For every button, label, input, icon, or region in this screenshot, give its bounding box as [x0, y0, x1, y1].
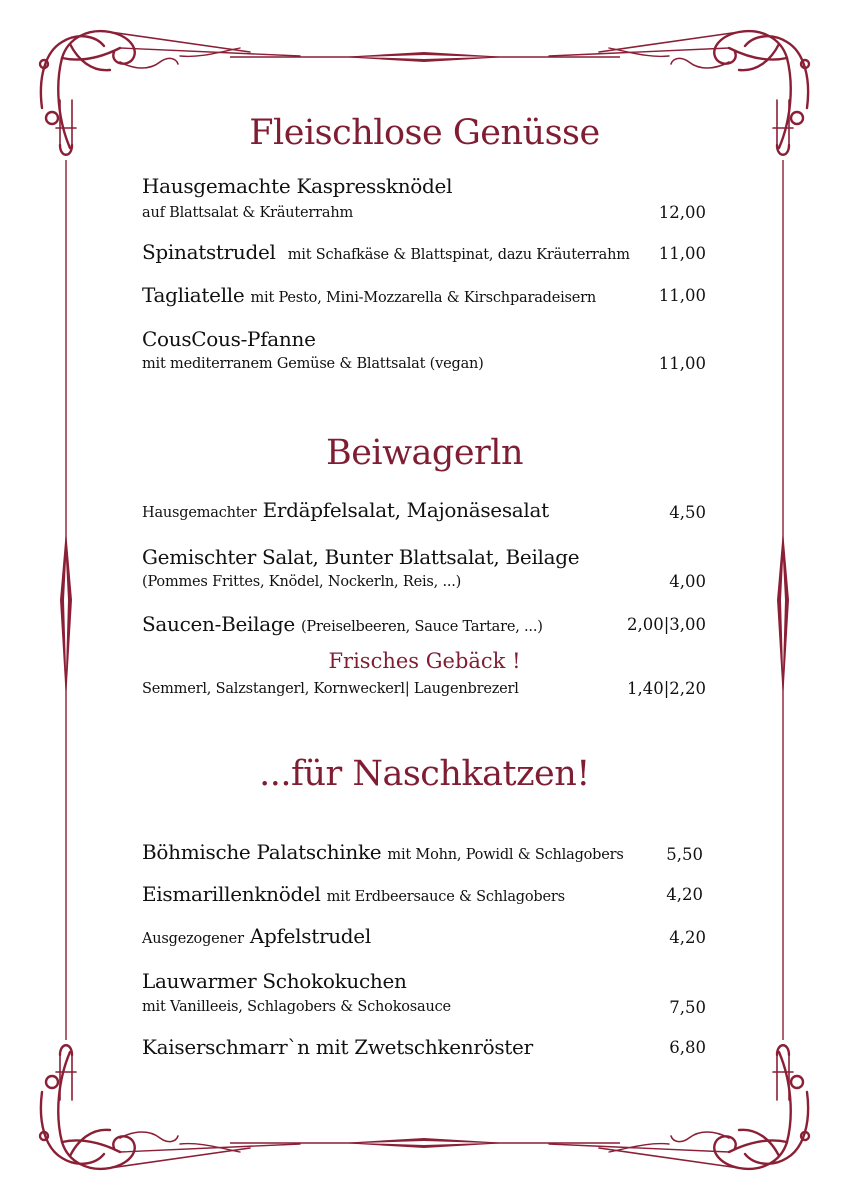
menu-item-description: mit mediterranem Gemüse & Blattsalat (vegan)	[142, 356, 484, 372]
menu-item-description: (Pommes Frittes, Knödel, Nockerln, Reis, ...)	[142, 574, 462, 590]
section-title-beiwagerln: Beiwagerln	[325, 433, 524, 473]
menu-item-price: 11,00	[658, 354, 706, 373]
menu-item	[142, 882, 565, 906]
menu-item-price: 6,80	[669, 1038, 706, 1057]
menu-item-description: mit Pesto, Mini-Mozzarella & Kirschparadeisern	[250, 290, 597, 306]
menu-item-price: 4,20	[666, 885, 703, 904]
menu-item-price: 11,00	[658, 244, 706, 263]
menu-item	[142, 498, 549, 522]
menu-item-description: (Preiselbeeren, Sauce Tartare, ...)	[300, 619, 543, 635]
menu-item-name: Saucen-Beilage	[142, 612, 295, 636]
menu-item-name: Lauwarmer Schokokuchen	[142, 969, 407, 993]
menu-item-name: CousCous-Pfanne	[142, 327, 316, 351]
menu-item	[142, 612, 543, 636]
menu-item-price: 4,00	[669, 572, 706, 591]
menu-item-price: 12,00	[658, 203, 706, 222]
menu-item-price: 4,20	[669, 928, 706, 947]
menu-item-price: 2,00|3,00	[626, 615, 706, 634]
menu-item	[142, 240, 630, 264]
menu-item	[142, 840, 624, 864]
menu-item	[142, 283, 596, 307]
menu-item-name: Spinatstrudel	[142, 240, 276, 264]
menu-item-description: auf Blattsalat & Kräuterrahm	[142, 205, 354, 221]
menu-item-name: Gemischter Salat, Bunter Blattsalat, Beilage	[142, 545, 580, 569]
menu-item-name: Apfelstrudel	[249, 924, 371, 948]
menu-item-prefix: Ausgezogener	[142, 931, 244, 947]
section-title-naschkatzen: ...für Naschkatzen!	[259, 754, 590, 794]
section-title-fleischlos: Fleischlose Genüsse	[249, 113, 600, 153]
menu-item-price: 7,50	[669, 998, 706, 1017]
menu-item-price: 4,50	[669, 503, 706, 522]
bakery-subheading	[0, 649, 849, 673]
menu-item	[142, 924, 371, 948]
menu-item-name: Böhmische Palatschinke	[142, 840, 382, 864]
bakery-items: Semmerl, Salzstangerl, Kornweckerl| Laugenbrezerl	[142, 681, 519, 697]
menu-item-description: mit Vanilleeis, Schlagobers & Schokosauce	[142, 999, 451, 1015]
menu-item-price: 11,00	[658, 286, 706, 305]
menu-item-price: 5,50	[666, 845, 703, 864]
menu-item-name: Kaiserschmarr`n mit Zwetschkenröster	[142, 1035, 533, 1059]
bakery-title: Frisches Gebäck !	[328, 649, 521, 673]
bakery-price: 1,40|2,20	[626, 679, 706, 698]
menu-item-description: mit Erdbeersauce & Schlagobers	[326, 889, 565, 905]
menu-item-description: mit Mohn, Powidl & Schlagobers	[387, 847, 624, 863]
menu-item-prefix: Hausgemachter	[142, 505, 257, 521]
menu-item-name: Erdäpfelsalat, Majonäsesalat	[262, 498, 549, 522]
menu-item-name: Tagliatelle	[142, 283, 245, 307]
menu-item-description: mit Schafkäse & Blattspinat, dazu Kräuterrahm	[287, 247, 630, 263]
menu-item-name: Hausgemachte Kaspressknödel	[142, 174, 453, 198]
menu-item-name: Eismarillenknödel	[142, 882, 321, 906]
